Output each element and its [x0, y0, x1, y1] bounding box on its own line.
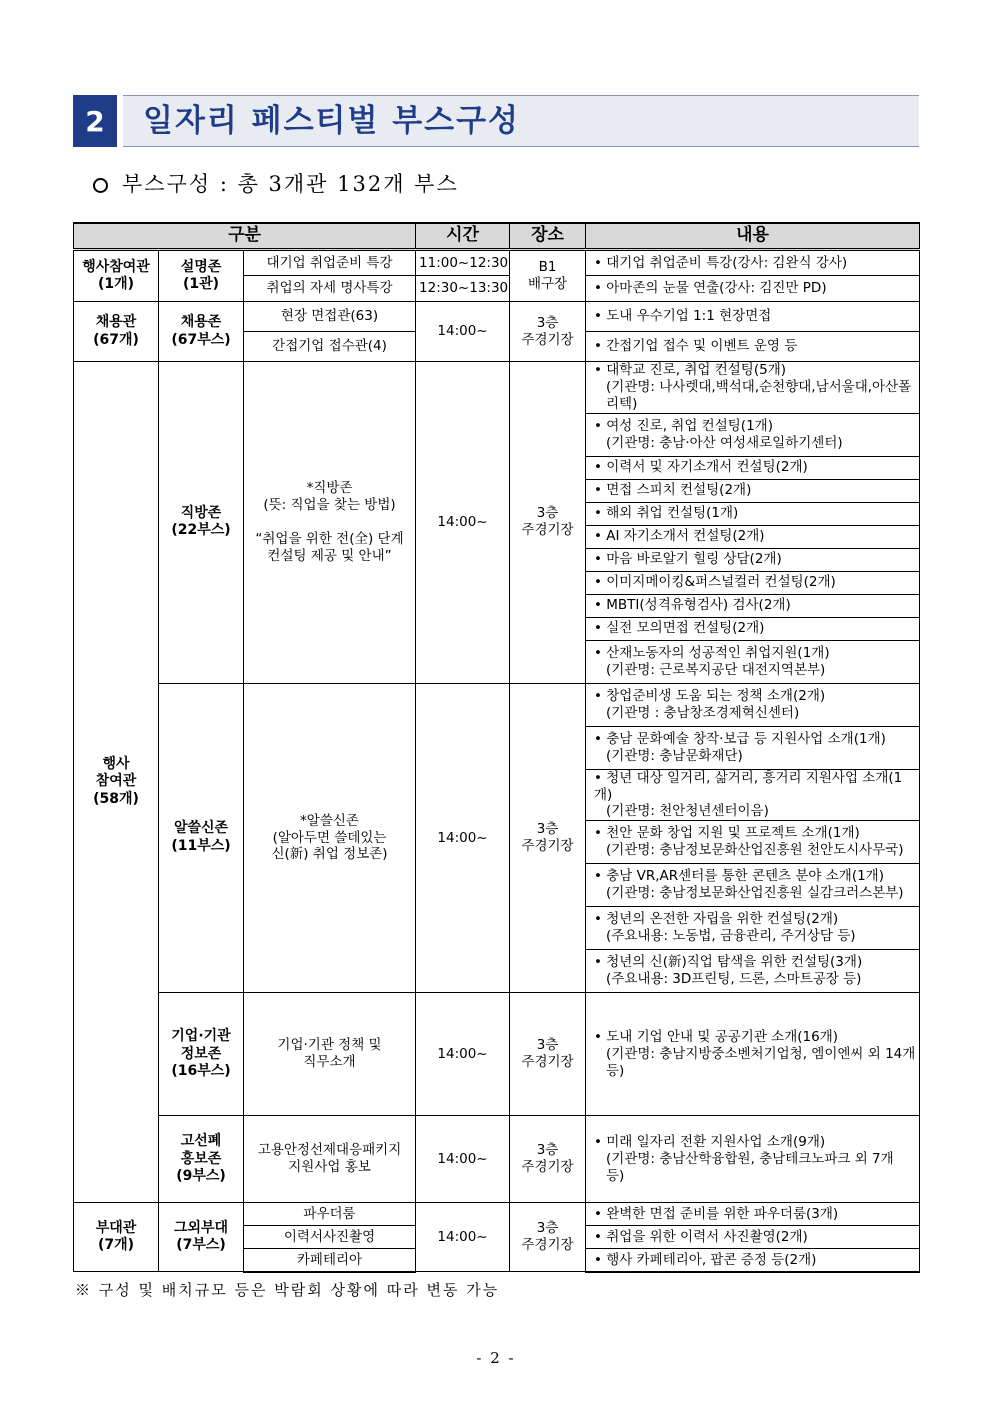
- content-cell: [586, 1116, 920, 1203]
- time-cell: 14:00~: [416, 1116, 510, 1203]
- item-cell: 카페테리아: [244, 1249, 416, 1272]
- content-main: • 충남 VR,AR센터를 통한 콘텐츠 분야 소개(1개): [594, 868, 884, 885]
- content-cell: [586, 683, 920, 726]
- content-cell: [586, 250, 920, 276]
- content-main: • 취업을 위한 이력서 사진촬영(2개): [594, 1228, 808, 1245]
- content-main: • MBTI(성격유형검사) 검사(2개): [594, 597, 791, 614]
- table-row: [74, 362, 920, 414]
- content-sub: (기관명 : 충남창조경제혁신센터): [606, 704, 800, 721]
- table-row: [74, 683, 920, 726]
- content-main: • 청년 대상 일거리, 삶거리, 흥거리 지원사업 소개(1개): [594, 769, 903, 803]
- zone-cell: 직방존 (22부스): [159, 362, 244, 684]
- content-main: • 청년의 온전한 자립을 위한 컨설팅(2개): [594, 911, 839, 928]
- header-content: 내용: [586, 223, 920, 250]
- content-main: • 청년의 신(新)직업 탐색을 위한 컨설팅(3개): [594, 954, 863, 971]
- content-cell: [586, 525, 920, 548]
- content-main: • 미래 일자리 전환 지원사업 소개(9개): [594, 1133, 826, 1150]
- content-sub: (기관명: 충남정보문화산업진흥원 실감크러스본부): [606, 885, 904, 902]
- content-main: • 산재노동자의 성공적인 취업지원(1개): [594, 644, 830, 661]
- category-cell: 부대관 (7개): [74, 1203, 159, 1272]
- content-cell: [586, 502, 920, 525]
- header-category: 구분: [74, 223, 416, 250]
- page-number: - 2 -: [476, 1349, 516, 1367]
- summary-line: [93, 168, 459, 198]
- content-main: • 천안 문화 창업 지원 및 프로젝트 소개(1개): [594, 825, 860, 842]
- time-cell: 11:00~12:30: [416, 250, 510, 276]
- zone-cell: 설명존 (1관): [159, 250, 244, 302]
- content-main: • 여성 진로, 취업 컨설팅(1개): [594, 417, 773, 434]
- section-header: [73, 95, 919, 147]
- table-row: [74, 993, 920, 1116]
- place-cell: 3층 주경기장: [510, 993, 586, 1116]
- header-place: 장소: [510, 223, 586, 250]
- time-cell: 14:00~: [416, 1203, 510, 1272]
- place-cell: 3층 주경기장: [510, 362, 586, 684]
- content-cell: [586, 479, 920, 502]
- content-sub: (기관명: 충남지방중소벤처기업청, 엠이엔씨 외 14개 등): [606, 1045, 916, 1079]
- zone-description-cell: *직방존 (뜻: 직업을 찾는 방법) “취업을 위한 전(全) 단계 컨설팅 제공 및 안내”: [244, 362, 416, 684]
- zone-description-cell: 고용안정선제대응패키지 지원사업 홍보: [244, 1116, 416, 1203]
- time-cell: 14:00~: [416, 302, 510, 362]
- content-main: • 면접 스피치 컨설팅(2개): [594, 482, 752, 499]
- place-cell: 3층 주경기장: [510, 1203, 586, 1272]
- category-cell: 행사참여관 (1개): [74, 250, 159, 302]
- content-main: • 충남 문화예술 창작·보급 등 지원사업 소개(1개): [594, 730, 886, 747]
- content-cell: [586, 276, 920, 302]
- content-main: • 이력서 및 자기소개서 컨설팅(2개): [594, 459, 808, 476]
- time-cell: 12:30~13:30: [416, 276, 510, 302]
- table-header-row: [74, 223, 920, 250]
- category-cell: 채용관 (67개): [74, 302, 159, 362]
- content-main: • 대기업 취업준비 특강(강사: 김완식 강사): [594, 254, 848, 271]
- item-cell: 대기업 취업준비 특강: [244, 250, 416, 276]
- zone-cell: 그외부대 (7부스): [159, 1203, 244, 1272]
- content-main: • 이미지메이킹&퍼스널컬러 컨설팅(2개): [594, 574, 836, 591]
- content-cell: [586, 332, 920, 362]
- content-cell: [586, 362, 920, 414]
- content-main: • 완벽한 면접 준비를 위한 파우더룸(3개): [594, 1205, 839, 1222]
- zone-cell: 기업·기관 정보존 (16부스): [159, 993, 244, 1116]
- content-cell: [586, 548, 920, 571]
- content-sub: (주요내용: 3D프린팅, 드론, 스마트공장 등): [606, 971, 862, 988]
- content-sub: (기관명: 근로복지공단 대전지역본부): [606, 661, 826, 678]
- section-title: 일자리 페스티벌 부스구성: [143, 103, 520, 139]
- place-cell: B1 배구장: [510, 250, 586, 302]
- zone-cell: 채용존 (67부스): [159, 302, 244, 362]
- content-cell: [586, 571, 920, 594]
- item-cell: 현장 면접관(63): [244, 302, 416, 332]
- content-main: • 아마존의 눈물 연출(강사: 김진만 PD): [594, 280, 827, 297]
- booth-table: [73, 222, 920, 1273]
- content-main: • 행사 카페테리아, 팝콘 증정 등(2개): [594, 1251, 817, 1268]
- item-cell: 취업의 자세 명사특강: [244, 276, 416, 302]
- content-main: • AI 자기소개서 컨설팅(2개): [594, 528, 765, 545]
- section-number: 2: [73, 95, 117, 147]
- content-sub: (기관명: 충남문화재단): [606, 747, 743, 764]
- content-cell: [586, 640, 920, 683]
- table-row: [74, 1203, 920, 1226]
- content-main: • 마음 바로알기 힐링 상담(2개): [594, 551, 782, 568]
- place-cell: 3층 주경기장: [510, 302, 586, 362]
- content-cell: [586, 993, 920, 1116]
- zone-cell: 고선폐 홍보존 (9부스): [159, 1116, 244, 1203]
- content-cell: [586, 302, 920, 332]
- circle-bullet-icon: [93, 178, 108, 193]
- content-main: • 대학교 진로, 취업 컨설팅(5개): [594, 362, 787, 378]
- content-main: • 도내 기업 안내 및 공공기관 소개(16개): [594, 1028, 839, 1045]
- content-cell: [586, 726, 920, 769]
- content-cell: [586, 413, 920, 456]
- content-cell: [586, 1249, 920, 1272]
- table-row: [74, 1116, 920, 1203]
- content-cell: [586, 1203, 920, 1226]
- content-main: • 실전 모의면접 컨설팅(2개): [594, 620, 765, 637]
- time-cell: 14:00~: [416, 683, 510, 993]
- content-main: • 창업준비생 도움 되는 정책 소개(2개): [594, 687, 826, 704]
- footnote: ※ 구성 및 배치규모 등은 박람회 상황에 따라 변동 가능: [75, 1281, 500, 1299]
- item-cell: 간접기업 접수관(4): [244, 332, 416, 362]
- table-row: [74, 302, 920, 332]
- content-sub: (기관명: 천안청년센터이음): [606, 803, 769, 820]
- place-cell: 3층 주경기장: [510, 1116, 586, 1203]
- summary-text: 부스구성 : 총 3개관 132개 부스: [122, 172, 459, 196]
- zone-description-cell: *알쓸신존 (알아두면 쓸데있는 신(新) 취업 정보존): [244, 683, 416, 993]
- header-time: 시간: [416, 223, 510, 250]
- table-row: [74, 250, 920, 276]
- content-cell: [586, 1226, 920, 1249]
- content-main: • 간접기업 접수 및 이벤트 운영 등: [594, 338, 798, 355]
- zone-cell: 알쓸신존 (11부스): [159, 683, 244, 993]
- category-cell: 행사 참여관 (58개): [74, 362, 159, 1203]
- item-cell: 이력서사진촬영: [244, 1226, 416, 1249]
- content-cell: [586, 907, 920, 950]
- zone-description-cell: 기업·기관 정책 및 직무소개: [244, 993, 416, 1116]
- time-cell: 14:00~: [416, 362, 510, 684]
- content-main: • 도내 우수기업 1:1 현장면접: [594, 308, 772, 325]
- content-sub: (기관명: 충남산학융합원, 충남테크노파크 외 7개 등): [606, 1150, 894, 1184]
- content-sub: (기관명: 충남정보문화산업진흥원 천안도시사무국): [606, 842, 904, 859]
- content-cell: [586, 950, 920, 993]
- content-sub: (기관명: 충남·아산 여성새로일하기센터): [606, 434, 843, 451]
- content-cell: [586, 456, 920, 479]
- content-cell: [586, 769, 920, 821]
- time-cell: 14:00~: [416, 993, 510, 1116]
- table-body: [74, 250, 920, 1272]
- item-cell: 파우더룸: [244, 1203, 416, 1226]
- content-main: • 해외 취업 컨설팅(1개): [594, 505, 739, 522]
- content-sub: (주요내용: 노동법, 금융관리, 주거상담 등): [606, 928, 856, 945]
- content-cell: [586, 617, 920, 640]
- content-cell: [586, 821, 920, 864]
- content-cell: [586, 864, 920, 907]
- content-sub: (기관명: 나사렛대,백석대,순천향대,남서울대,아산폴리텍): [606, 378, 912, 412]
- place-cell: 3층 주경기장: [510, 683, 586, 993]
- content-cell: [586, 594, 920, 617]
